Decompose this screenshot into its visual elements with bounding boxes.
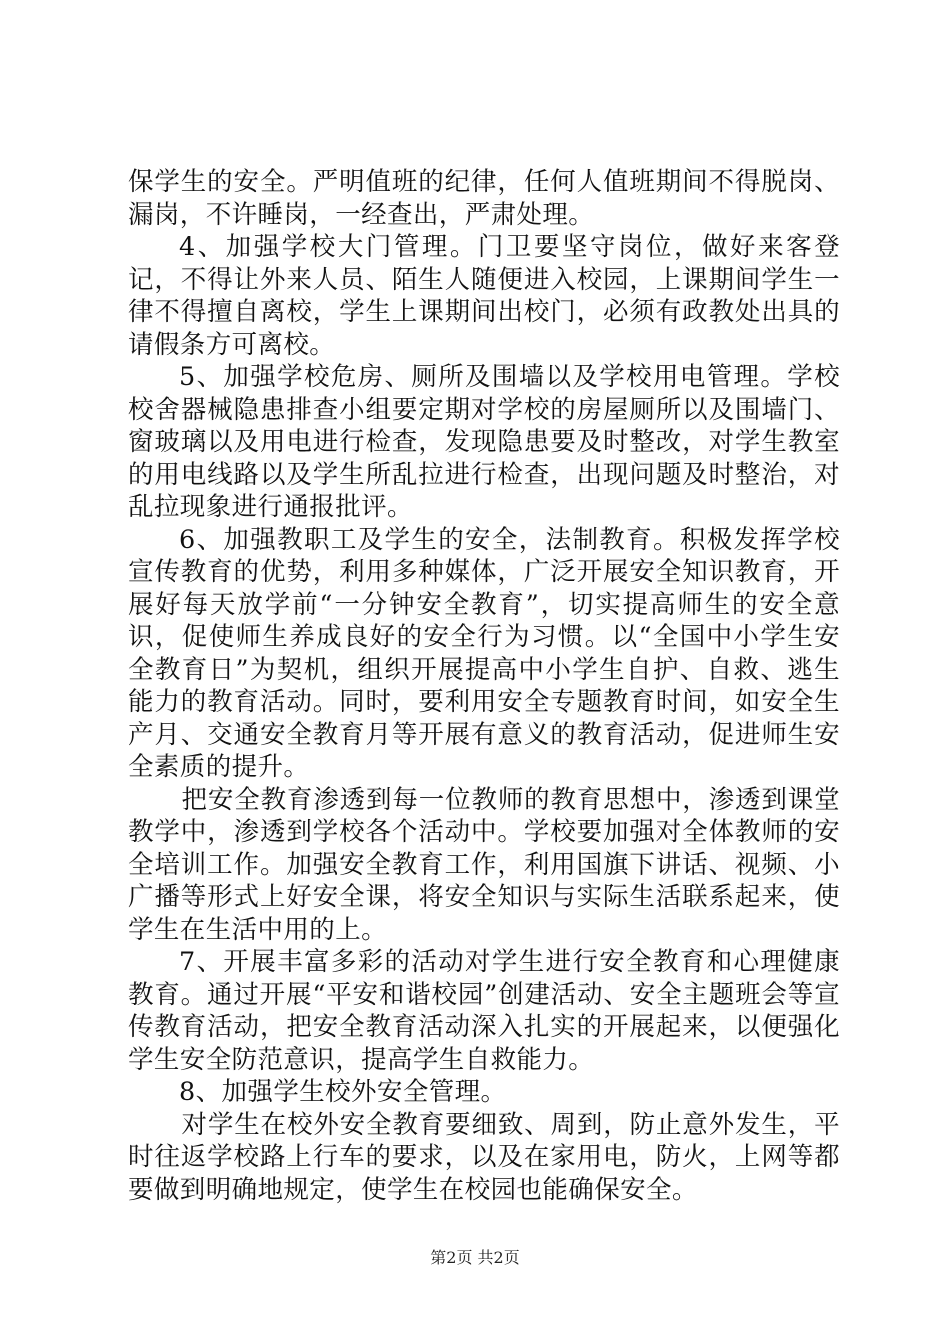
paragraph-item-8: 8、加强学生校外安全管理。 [179, 1077, 507, 1107]
paragraph-item-6: 6、加强教职工及学生的安全，法制教育。积极发挥学校宣传教育的优势，利用多种媒体，广泛开展安全知识教育，开展好每天放学前“一分钟安全教育”，切实提高师生的安全意识，促使师生养成良好的安全行为习惯。以“全国中小学生安全教育日”为契机，组织开展提高中小学生自护、自救、逃生能力的教育活动。同时，要利用安全专题教育时间，如安全生产月、交通安全教育月等开展有意义的教育活动，促进师生安全素质的提升。 [128, 524, 840, 782]
paragraph-offcampus-safety: 对学生在校外安全教育要细致、周到，防止意外发生，平时往返学校路上行车的要求，以及在家用电，防火，上网等都要做到明确地规定，使学生在校园也能确保安全。 [128, 1109, 840, 1205]
document-body [128, 166, 840, 1206]
paragraph-item-4: 4、加强学校大门管理。门卫要坚守岗位，做好来客登记，不得让外来人员、陌生人随便进入校园，上课期间学生一律不得擅自离校，学生上课期间出校门，必须有政教处出具的请假条方可离校。 [128, 232, 840, 360]
paragraph-item-7: 7、开展丰富多彩的活动对学生进行安全教育和心理健康教育。通过开展“平安和谐校园”创建活动、安全主题班会等宣传教育活动，把安全教育活动深入扎实的开展起来，以便强化学生安全防范意识，提高学生自救能力。 [128, 947, 840, 1075]
paragraph-item-5: 5、加强学校危房、厕所及围墙以及学校用电管理。学校校舍器械隐患排查小组要定期对学校的房屋厕所以及围墙门、窗玻璃以及用电进行检查，发现隐患要及时整改，对学生教室的用电线路以及学生所乱拉进行检查，出现问题及时整治，对乱拉现象进行通报批评。 [128, 362, 840, 522]
page-number-label: 第2页 共2页 [430, 1248, 520, 1267]
paragraph-continuation: 保学生的安全。严明值班的纪律，任何人值班期间不得脱岗、漏岗，不许睡岗，一经查出，严肃处理。 [128, 167, 840, 230]
paragraph-safety-education: 把安全教育渗透到每一位教师的教育思想中，渗透到课堂教学中，渗透到学校各个活动中。学校要加强对全体教师的安全培训工作。加强安全教育工作，利用国旗下讲话、视频、小广播等形式上好安全课，将安全知识与实际生活联系起来，使学生在生活中用的上。 [128, 784, 840, 945]
page-footer [0, 1248, 950, 1268]
